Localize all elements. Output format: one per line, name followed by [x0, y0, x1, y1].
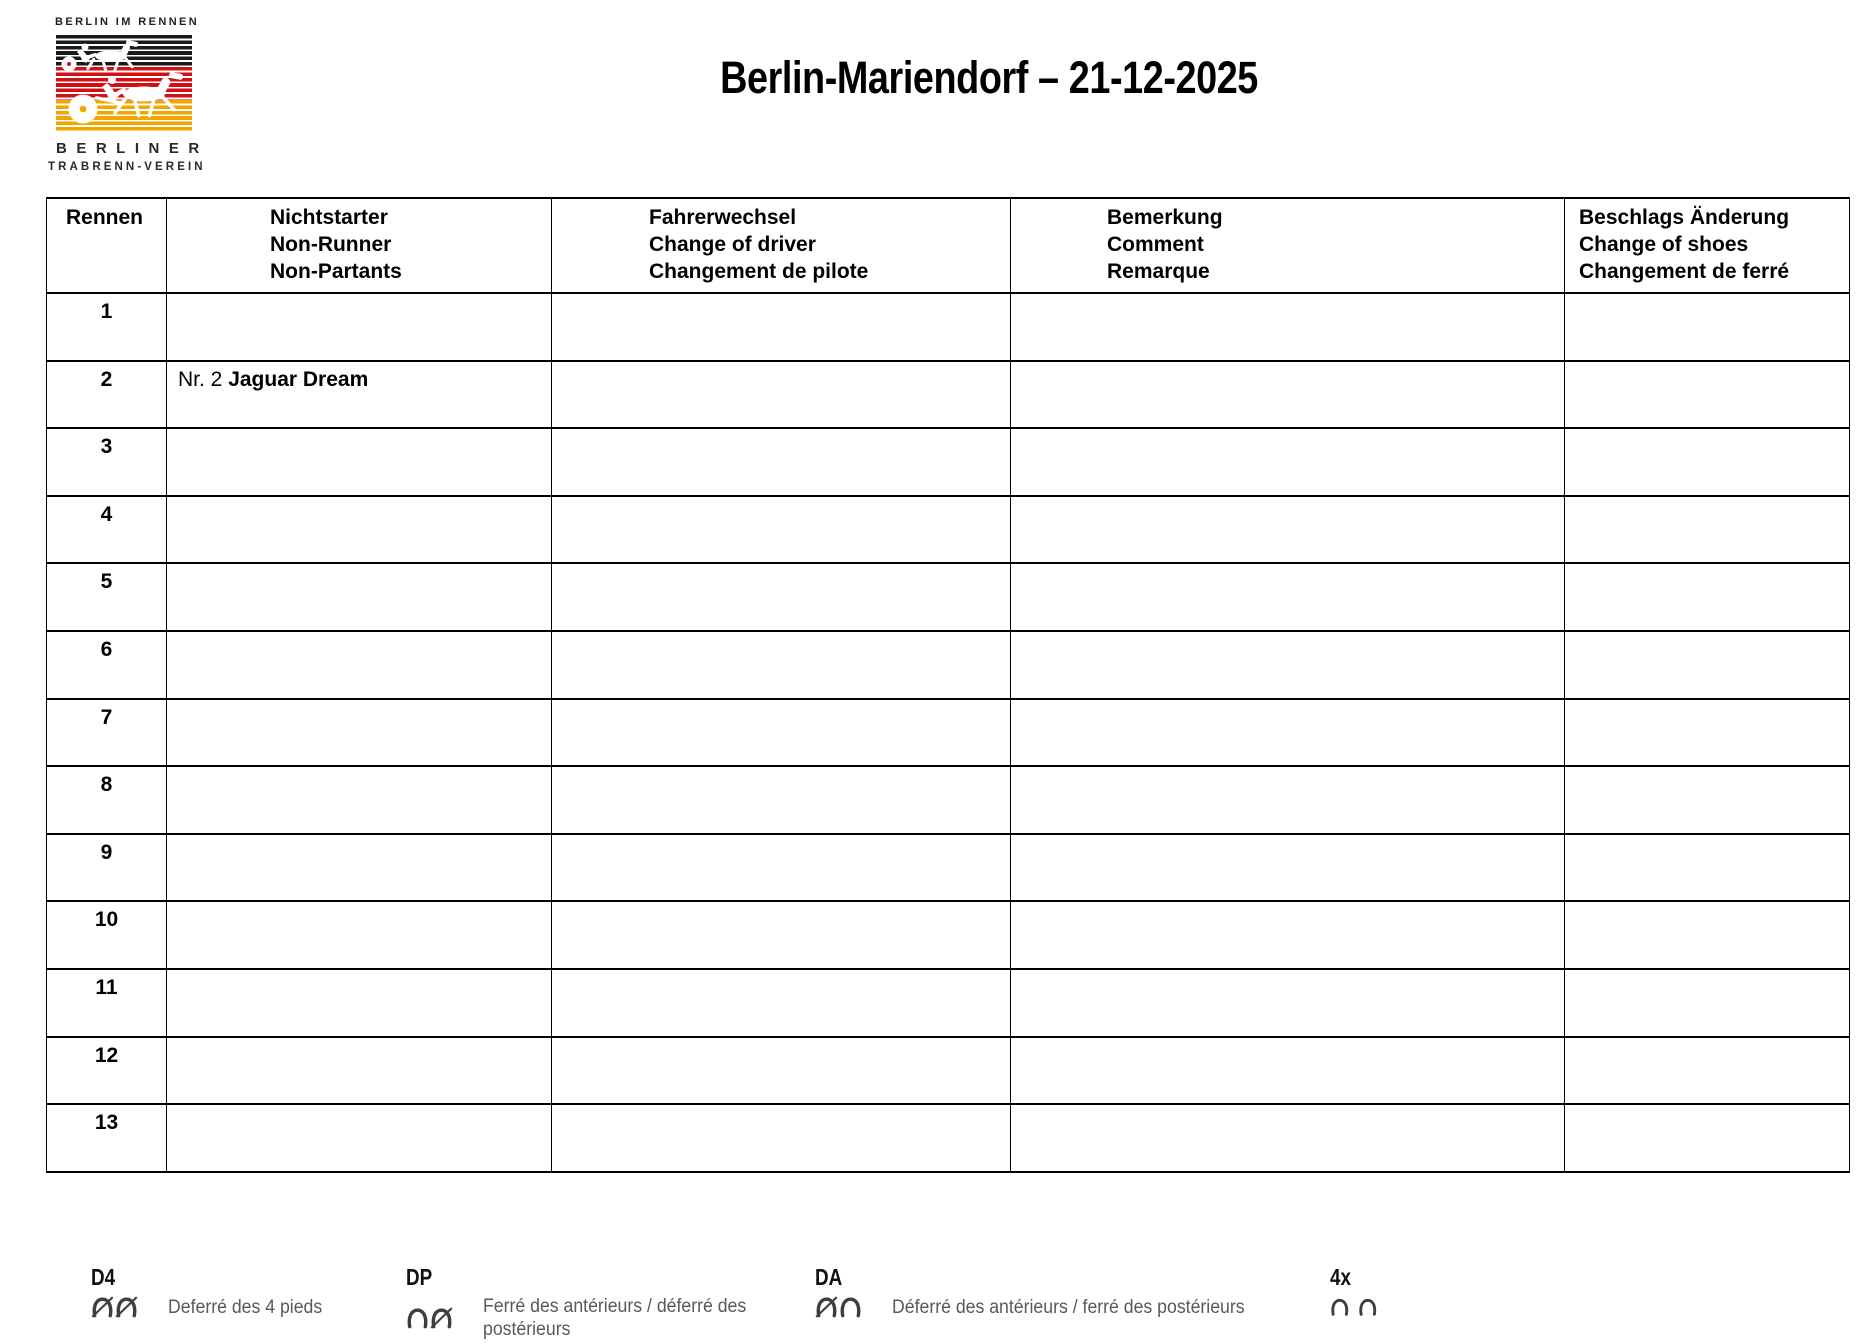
horseshoe-icon: [1358, 1295, 1378, 1319]
horseshoe-icon: [839, 1295, 862, 1319]
cell-race3-driver-change: [552, 428, 1011, 496]
cell-race11-driver-change: [552, 969, 1011, 1037]
cell-race13-comment: [1011, 1104, 1565, 1172]
cell-race7-shoe-change: [1565, 699, 1850, 767]
horseshoe-icon-pair: [91, 1295, 138, 1319]
cell-race12-comment: [1011, 1037, 1565, 1105]
cell-race8-shoe-change: [1565, 766, 1850, 834]
column-header-line: Changement de pilote: [649, 260, 869, 283]
table-row: [47, 834, 1850, 902]
cell-race4-driver-change: [552, 496, 1011, 564]
trotting-horses-icon: [56, 35, 192, 131]
table-row: [47, 969, 1850, 1037]
cell-race10-non-runner: [167, 901, 552, 969]
cell-race7-non-runner: [167, 699, 552, 767]
table-row: [47, 1037, 1850, 1105]
column-header-comment: [1011, 198, 1565, 293]
cell-race3-non-runner: [167, 428, 552, 496]
legend-description: Ferré des antérieurs / déferré des postérieurs: [483, 1296, 747, 1340]
cell-race7-comment: [1011, 699, 1565, 767]
cell-race4-comment: [1011, 496, 1565, 564]
cell-race9-comment: [1011, 834, 1565, 902]
cell-race3-shoe-change: [1565, 428, 1850, 496]
cell-race10-driver-change: [552, 901, 1011, 969]
legend-code: D4: [91, 1264, 116, 1290]
cell-race6-rennen: 6: [47, 631, 167, 699]
cell-race13-shoe-change: [1565, 1104, 1850, 1172]
cell-race6-non-runner: [167, 631, 552, 699]
cell-race1-driver-change: [552, 293, 1011, 361]
cell-race2-comment: [1011, 361, 1565, 429]
cell-race5-shoe-change: [1565, 563, 1850, 631]
table-row: [47, 361, 1850, 429]
page-title: Berlin-Mariendorf – 21-12-2025: [720, 52, 1258, 103]
cell-race6-comment: [1011, 631, 1565, 699]
column-header-line: Nichtstarter: [270, 206, 388, 229]
race-notes-table: [46, 197, 1850, 1173]
cell-race12-rennen: 12: [47, 1037, 167, 1105]
cell-race2-shoe-change: [1565, 361, 1850, 429]
cell-race7-driver-change: [552, 699, 1011, 767]
legend-code: 4x: [1330, 1264, 1351, 1290]
cell-race2-rennen: 2: [47, 361, 167, 429]
cell-race3-comment: [1011, 428, 1565, 496]
logo-org-subname: TRABRENN-VEREIN: [48, 161, 206, 173]
column-header-line: Rennen: [65, 206, 143, 229]
column-header-line: Comment: [1107, 233, 1204, 256]
cell-race9-driver-change: [552, 834, 1011, 902]
cell-race11-rennen: 11: [47, 969, 167, 1037]
cell-race13-driver-change: [552, 1104, 1011, 1172]
horseshoe-icon: [406, 1306, 429, 1330]
cell-race9-shoe-change: [1565, 834, 1850, 902]
table-row: [47, 1104, 1850, 1172]
unshod-horseshoe-icon: [815, 1295, 838, 1319]
cell-race12-shoe-change: [1565, 1037, 1850, 1105]
table-row: [47, 766, 1850, 834]
cell-race5-rennen: 5: [47, 563, 167, 631]
cell-race12-non-runner: [167, 1037, 552, 1105]
table-row: [47, 901, 1850, 969]
cell-race8-comment: [1011, 766, 1565, 834]
logo-top-text: BERLIN IM RENNEN: [55, 16, 200, 28]
table-row: [47, 428, 1850, 496]
cell-race11-shoe-change: [1565, 969, 1850, 1037]
cell-race4-shoe-change: [1565, 496, 1850, 564]
table-header: [47, 198, 1850, 293]
unshod-horseshoe-icon: [430, 1306, 453, 1330]
non-runner-number: Nr. 2: [178, 367, 229, 391]
table-row: [47, 699, 1850, 767]
table-row: [47, 563, 1850, 631]
column-header-line: Non-Partants: [270, 260, 402, 283]
unshod-horseshoe-icon: [115, 1295, 138, 1319]
cell-race4-non-runner: [167, 496, 552, 564]
cell-race4-rennen: 4: [47, 496, 167, 564]
cell-race7-rennen: 7: [47, 699, 167, 767]
cell-race6-driver-change: [552, 631, 1011, 699]
btv-logo: [48, 16, 209, 173]
cell-race11-comment: [1011, 969, 1565, 1037]
legend-code: DA: [815, 1264, 843, 1290]
cell-race5-non-runner: [167, 563, 552, 631]
horseshoe-icon-pair: [1330, 1295, 1377, 1319]
cell-race2-driver-change: [552, 361, 1011, 429]
cell-race13-rennen: 13: [47, 1104, 167, 1172]
column-header-rennen: [47, 198, 167, 293]
logo-striped-square: [56, 35, 192, 131]
column-header-line: Changement de ferré: [1579, 260, 1790, 283]
legend-code: DP: [406, 1264, 433, 1290]
legend-description: Déferré des antérieurs / ferré des postérieurs: [892, 1296, 1245, 1318]
legend-item-4x: [1330, 1264, 1377, 1319]
horseshoe-icon-pair: [406, 1306, 453, 1330]
cell-race12-driver-change: [552, 1037, 1011, 1105]
non-runner-horse-name: Jaguar Dream: [228, 367, 369, 391]
column-header-line: Change of driver: [649, 233, 816, 256]
horseshoe-icon-pair: [815, 1295, 862, 1319]
column-header-line: Beschlags Änderung: [1579, 206, 1790, 229]
column-header-line: Remarque: [1107, 260, 1210, 283]
column-header-line: Bemerkung: [1107, 206, 1223, 229]
table-row: [47, 631, 1850, 699]
cell-race3-rennen: 3: [47, 428, 167, 496]
cell-race9-non-runner: [167, 834, 552, 902]
legend-item-dp: [406, 1264, 805, 1341]
column-header-driver-change: [552, 198, 1011, 293]
logo-org-name: BERLINER: [56, 140, 209, 157]
cell-race2-non-runner: [167, 361, 552, 429]
cell-race8-driver-change: [552, 766, 1011, 834]
legend-description: Deferré des 4 pieds: [168, 1296, 323, 1318]
cell-race5-comment: [1011, 563, 1565, 631]
cell-race10-rennen: 10: [47, 901, 167, 969]
cell-race1-shoe-change: [1565, 293, 1850, 361]
cell-race5-driver-change: [552, 563, 1011, 631]
unshod-horseshoe-icon: [91, 1295, 114, 1319]
cell-race1-non-runner: [167, 293, 552, 361]
horseshoe-icon: [1330, 1295, 1350, 1319]
cell-race10-shoe-change: [1565, 901, 1850, 969]
column-header-line: Fahrerwechsel: [649, 206, 797, 229]
shoeing-legend: [0, 1264, 1856, 1344]
table-row: [47, 293, 1850, 361]
cell-race10-comment: [1011, 901, 1565, 969]
table-row: [47, 496, 1850, 564]
cell-race1-rennen: 1: [47, 293, 167, 361]
column-header-line: Change of shoes: [1579, 233, 1749, 256]
cell-race9-rennen: 9: [47, 834, 167, 902]
cell-race8-rennen: 8: [47, 766, 167, 834]
legend-item-da: [815, 1264, 1271, 1319]
cell-race13-non-runner: [167, 1104, 552, 1172]
legend-item-d4: [91, 1264, 334, 1319]
cell-race11-non-runner: [167, 969, 552, 1037]
column-header-line: Non-Runner: [270, 233, 392, 256]
column-header-shoe-change: [1565, 198, 1850, 293]
cell-race1-comment: [1011, 293, 1565, 361]
cell-race6-shoe-change: [1565, 631, 1850, 699]
cell-race8-non-runner: [167, 766, 552, 834]
column-header-non-runner: [167, 198, 552, 293]
